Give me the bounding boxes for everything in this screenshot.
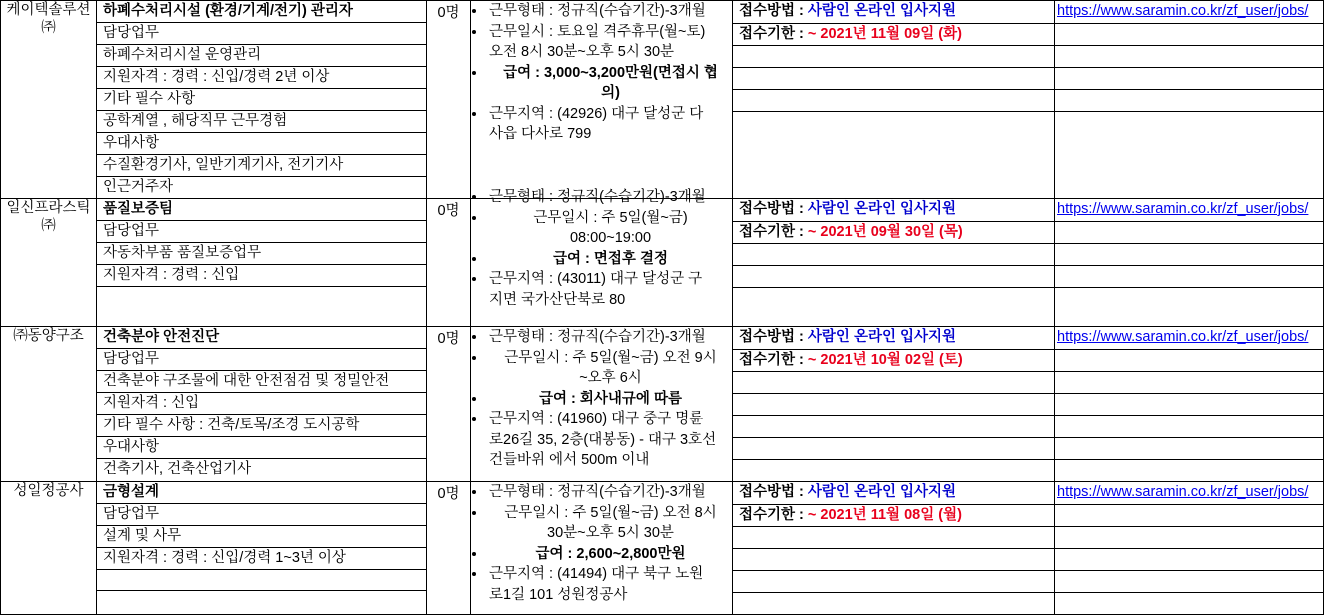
apply-value: ~ 2021년 10월 02일 (토) bbox=[807, 351, 963, 368]
job-detail-line: 건축분야 구조물에 대한 안전점검 및 정밀안전 bbox=[97, 371, 426, 393]
work-condition-line: 오전 8시 30분~오후 5시 30분 bbox=[489, 44, 675, 61]
job-detail-line: 하폐수처리시설 운영관리 bbox=[97, 45, 426, 67]
job-posting-link[interactable]: https://www.saramin.co.kr/zf_user/jobs/ bbox=[1057, 3, 1309, 19]
apply-deadline-row bbox=[733, 23, 1054, 45]
work-condition-line: • 근무일시 : 주 5일(월~금) bbox=[533, 209, 688, 226]
application-cell bbox=[733, 327, 1055, 482]
apply-value: 사람인 온라인 입사지원 bbox=[807, 329, 957, 345]
company-name-cell: ㈜동양구조 bbox=[1, 327, 97, 482]
table-row bbox=[1, 482, 1324, 615]
work-condition-item bbox=[487, 348, 732, 389]
work-condition-line: 근무형태 : 정규직(수습기간)-3개월 bbox=[489, 329, 706, 345]
apply-empty-row bbox=[733, 67, 1054, 89]
apply-method-row bbox=[733, 327, 1054, 349]
apply-empty-row bbox=[733, 243, 1054, 265]
job-detail-line: 담당업무 bbox=[97, 23, 426, 45]
work-conditions-cell bbox=[471, 189, 733, 327]
apply-value: 사람인 온라인 입사지원 bbox=[807, 484, 957, 500]
work-condition-item bbox=[487, 63, 732, 104]
apply-deadline-row bbox=[733, 504, 1054, 526]
link-empty-row bbox=[1055, 265, 1323, 287]
job-posting-link[interactable]: https://www.saramin.co.kr/zf_user/jobs/ bbox=[1057, 329, 1309, 345]
apply-label: 접수기한 : bbox=[739, 506, 804, 523]
application-cell bbox=[733, 199, 1055, 327]
apply-empty-row bbox=[733, 89, 1054, 111]
link-empty-row bbox=[1055, 349, 1323, 371]
job-detail-line: 품질보증팀 bbox=[97, 199, 426, 221]
job-detail-line: 담당업무 bbox=[97, 349, 426, 371]
work-condition-item bbox=[487, 503, 732, 544]
company-name-cell: 일신프라스틱㈜ bbox=[1, 199, 97, 327]
work-conditions-cell bbox=[471, 1, 733, 199]
job-detail-line: 지원자격 : 경력 : 신입 bbox=[97, 265, 426, 287]
apply-empty-row bbox=[733, 393, 1054, 415]
job-detail-line: 담당업무 bbox=[97, 504, 426, 526]
work-condition-line: • 급여 : 면접후 결정 bbox=[553, 250, 668, 267]
link-empty-row bbox=[1055, 526, 1323, 548]
work-conditions-cell bbox=[471, 327, 733, 482]
job-detail-line: 자동차부품 품질보증업무 bbox=[97, 243, 426, 265]
job-posting-link[interactable]: https://www.saramin.co.kr/zf_user/jobs/ bbox=[1057, 484, 1309, 500]
headcount-cell: 0명 bbox=[427, 1, 471, 199]
work-condition-item bbox=[487, 249, 732, 270]
job-posting-link[interactable]: https://www.saramin.co.kr/zf_user/jobs/ bbox=[1057, 201, 1309, 217]
apply-empty-row bbox=[733, 415, 1054, 437]
work-condition-item bbox=[487, 22, 732, 63]
job-detail-line: 건축분야 안전진단 bbox=[97, 327, 426, 349]
apply-label: 접수방법 : bbox=[739, 329, 804, 345]
link-cell bbox=[1055, 199, 1324, 327]
work-condition-item bbox=[487, 187, 732, 208]
apply-label: 접수방법 : bbox=[739, 3, 804, 19]
apply-empty-row bbox=[733, 265, 1054, 287]
link-empty-row bbox=[1055, 221, 1323, 243]
link-empty-row bbox=[1055, 415, 1323, 437]
link-empty-row bbox=[1055, 504, 1323, 526]
apply-label: 접수기한 : bbox=[739, 223, 804, 240]
apply-empty-row bbox=[733, 592, 1054, 614]
apply-method-row bbox=[733, 1, 1054, 23]
work-condition-item bbox=[487, 544, 732, 565]
work-condition-line: 로26길 35, 2층(대봉동) - 대구 3호선 bbox=[489, 431, 717, 448]
application-cell bbox=[733, 482, 1055, 615]
link-empty-row bbox=[1055, 67, 1323, 89]
apply-method-row bbox=[733, 199, 1054, 221]
work-condition-line: • 급여 : 회사내규에 따름 bbox=[539, 390, 682, 407]
job-detail-line: 설계 및 사무 bbox=[97, 526, 426, 548]
link-empty-row bbox=[1055, 23, 1323, 45]
link-empty-row bbox=[1055, 393, 1323, 415]
work-condition-line: 근무일시 : 토요일 격주휴무(월~토) bbox=[489, 23, 706, 40]
work-condition-line: 근무지역 : (42926) 대구 달성군 다 bbox=[489, 105, 704, 122]
link-empty-row bbox=[1055, 287, 1323, 309]
work-condition-item bbox=[487, 269, 732, 310]
link-empty-row bbox=[1055, 111, 1323, 133]
apply-empty-row bbox=[733, 526, 1054, 548]
apply-value: ~ 2021년 09월 30일 (목) bbox=[807, 223, 963, 240]
job-detail-line: 하폐수처리시설 (환경/기계/전기) 관리자 bbox=[97, 1, 426, 23]
job-posting-link-row bbox=[1055, 199, 1323, 221]
job-posting-link-row bbox=[1055, 1, 1323, 23]
work-condition-line: • 근무일시 : 주 5일(월~금) 오전 9시 bbox=[504, 349, 717, 366]
job-detail-cell bbox=[97, 327, 427, 482]
link-empty-row bbox=[1055, 371, 1323, 393]
apply-empty-row bbox=[733, 45, 1054, 67]
job-detail-line: 지원자격 : 경력 : 신입/경력 1~3년 이상 bbox=[97, 548, 426, 570]
work-condition-line: 근무지역 : (41960) 대구 중구 명륜 bbox=[489, 411, 704, 428]
job-detail-line: 공학계열 , 해당직무 근무경험 bbox=[97, 111, 426, 133]
work-condition-line: 근무지역 : (43011) 대구 달성군 구 bbox=[489, 271, 703, 288]
work-condition-item bbox=[487, 409, 732, 471]
job-detail-line: 우대사항 bbox=[97, 437, 426, 459]
job-detail-line: 건축기사, 건축산업기사 bbox=[97, 459, 426, 481]
link-empty-row bbox=[1055, 437, 1323, 459]
link-empty-row bbox=[1055, 89, 1323, 111]
job-posting-link-row bbox=[1055, 327, 1323, 349]
apply-value: ~ 2021년 11월 09일 (화) bbox=[807, 25, 962, 42]
apply-deadline-row bbox=[733, 221, 1054, 243]
job-detail-cell bbox=[97, 482, 427, 615]
apply-value: 사람인 온라인 입사지원 bbox=[807, 201, 957, 217]
job-detail-line: 우대사항 bbox=[97, 133, 426, 155]
table-row bbox=[1, 199, 1324, 327]
job-detail-line: 인근거주자 bbox=[97, 177, 426, 199]
headcount-cell: 0명 bbox=[427, 327, 471, 482]
work-condition-item bbox=[487, 389, 732, 410]
company-name-cell: 케이텍솔루션㈜ bbox=[1, 1, 97, 199]
work-condition-item bbox=[487, 564, 732, 605]
apply-empty-row bbox=[733, 548, 1054, 570]
apply-label: 접수방법 : bbox=[739, 484, 804, 500]
job-detail-line: 담당업무 bbox=[97, 221, 426, 243]
work-condition-item bbox=[487, 482, 732, 503]
work-condition-line: 사읍 다사로 799 bbox=[489, 126, 592, 143]
job-detail-line: 지원자격 : 경력 : 신입/경력 2년 이상 bbox=[97, 67, 426, 89]
headcount-cell: 0명 bbox=[427, 199, 471, 327]
work-condition-item bbox=[487, 208, 732, 249]
application-cell bbox=[733, 1, 1055, 199]
apply-empty-row bbox=[733, 371, 1054, 393]
work-condition-item bbox=[487, 104, 732, 145]
job-posting-link-row bbox=[1055, 482, 1323, 504]
link-empty-row bbox=[1055, 243, 1323, 265]
job-detail-line: 지원자격 : 신입 bbox=[97, 393, 426, 415]
job-detail-line bbox=[97, 591, 426, 612]
apply-empty-row bbox=[733, 111, 1054, 133]
apply-empty-row bbox=[733, 570, 1054, 592]
job-detail-line: 기타 필수 사항 bbox=[97, 89, 426, 111]
company-name-cell: 성일정공사 bbox=[1, 482, 97, 615]
job-detail-line: 금형설계 bbox=[97, 482, 426, 504]
apply-empty-row bbox=[733, 437, 1054, 459]
apply-empty-row bbox=[733, 459, 1054, 481]
job-detail-cell bbox=[97, 1, 427, 199]
table-row bbox=[1, 327, 1324, 482]
work-condition-line: • 근무일시 : 주 5일(월~금) 오전 8시 bbox=[504, 504, 717, 521]
apply-value: 사람인 온라인 입사지원 bbox=[807, 3, 957, 19]
work-condition-line: • 급여 : 3,000~3,200만원(면접시 협 bbox=[503, 64, 718, 81]
job-detail-line bbox=[97, 570, 426, 591]
link-cell bbox=[1055, 1, 1324, 199]
apply-label: 접수기한 : bbox=[739, 351, 804, 368]
work-condition-line: 08:00~19:00 bbox=[569, 230, 652, 247]
table-row bbox=[1, 1, 1324, 199]
work-condition-line: ~오후 6시 bbox=[579, 370, 642, 387]
apply-value: ~ 2021년 11월 08일 (월) bbox=[807, 506, 962, 523]
apply-empty-row bbox=[733, 287, 1054, 309]
work-condition-line: 의) bbox=[601, 85, 620, 102]
link-empty-row bbox=[1055, 592, 1323, 614]
job-detail-cell bbox=[97, 199, 427, 327]
work-condition-line: 근무형태 : 정규직(수습기간)-3개월 bbox=[489, 3, 706, 19]
link-empty-row bbox=[1055, 570, 1323, 592]
link-empty-row bbox=[1055, 45, 1323, 67]
work-condition-line: 근무지역 : (41494) 대구 북구 노원 bbox=[489, 566, 704, 583]
work-condition-line: 근무형태 : 정규직(수습기간)-3개월 bbox=[489, 189, 706, 205]
work-condition-line: 30분~오후 5시 30분 bbox=[547, 525, 674, 542]
work-condition-line: 건들바위 에서 500m 이내 bbox=[489, 452, 650, 469]
work-condition-line: • 급여 : 2,600~2,800만원 bbox=[535, 545, 686, 562]
apply-deadline-row bbox=[733, 349, 1054, 371]
job-detail-line bbox=[97, 287, 426, 308]
apply-label: 접수기한 : bbox=[739, 25, 804, 42]
link-empty-row bbox=[1055, 459, 1323, 481]
link-empty-row bbox=[1055, 548, 1323, 570]
link-cell bbox=[1055, 482, 1324, 615]
link-cell bbox=[1055, 327, 1324, 482]
work-condition-line: 근무형태 : 정규직(수습기간)-3개월 bbox=[489, 484, 706, 500]
apply-label: 접수방법 : bbox=[739, 201, 804, 217]
work-condition-line: 지면 국가산단북로 80 bbox=[489, 291, 626, 308]
job-detail-line: 수질환경기사, 일반기계기사, 전기기사 bbox=[97, 155, 426, 177]
job-detail-line: 기타 필수 사항 : 건축/토목/조경 도시공학 bbox=[97, 415, 426, 437]
headcount-cell: 0명 bbox=[427, 482, 471, 615]
work-condition-line: 로1길 101 성원정공사 bbox=[489, 586, 628, 603]
work-conditions-cell bbox=[471, 482, 733, 615]
work-condition-item bbox=[487, 327, 732, 348]
work-condition-item bbox=[487, 1, 732, 22]
apply-method-row bbox=[733, 482, 1054, 504]
